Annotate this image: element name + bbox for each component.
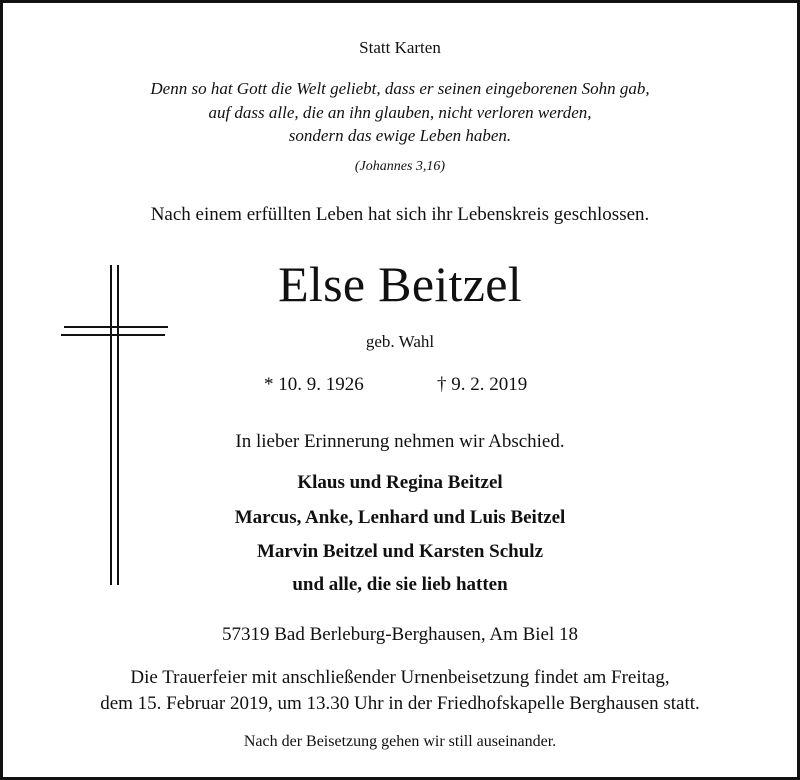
mourner-line: Marvin Beitzel und Karsten Schulz: [256, 541, 544, 562]
birth-date: * 10. 9. 1926: [264, 374, 364, 395]
life-dates: [3, 375, 797, 399]
farewell-text: In lieber Erinnerung nehmen wir Abschied.: [235, 431, 565, 452]
cross-vertical-bar-left: [110, 265, 112, 585]
verse-line-3: sondern das ewige Leben haben.: [288, 126, 512, 145]
maiden-name: geb. Wahl: [365, 332, 435, 351]
notice-header: Statt Karten: [359, 38, 441, 57]
service-info-line-1: Die Trauerfeier mit anschließender Urnenbeisetzung findet am Freitag,: [130, 667, 670, 688]
mourner-line: und alle, die sie lieb hatten: [292, 574, 508, 595]
mourner-line: Klaus und Regina Beitzel: [297, 472, 503, 493]
verse-line-1: Denn so hat Gott die Welt geliebt, dass er seinen eingeborenen Sohn gab,: [150, 79, 650, 98]
cross-horizontal-bar-top: [64, 326, 168, 328]
verse-line-2: auf dass alle, die an ihn glauben, nicht verloren werden,: [208, 103, 592, 122]
mourner-line: Marcus, Anke, Lenhard und Luis Beitzel: [234, 507, 566, 528]
service-info-line-2: dem 15. Februar 2019, um 13.30 Uhr in der Friedhofskapelle Berghausen statt.: [100, 693, 700, 714]
death-date: † 9. 2. 2019: [437, 374, 528, 395]
intro-text: Nach einem erfüllten Leben hat sich ihr Lebenskreis geschlossen.: [150, 204, 650, 225]
cross-vertical-bar-right: [117, 265, 119, 585]
verse-reference: (Johannes 3,16): [354, 159, 446, 174]
deceased-name: Else Beitzel: [278, 256, 522, 312]
family-address: 57319 Bad Berleburg-Berghausen, Am Biel 18: [221, 624, 579, 645]
closing-text: Nach der Beisetzung gehen wir still auseinander.: [243, 733, 557, 750]
